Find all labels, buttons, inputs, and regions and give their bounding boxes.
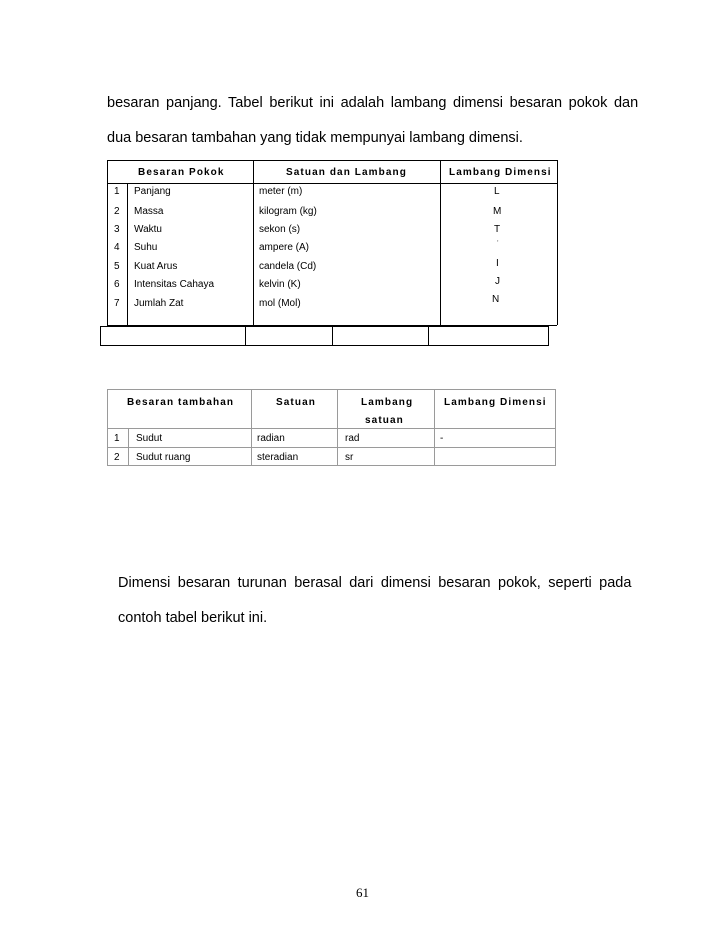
row-dimensi: N [492, 294, 500, 305]
paragraph-2-line-2: contoh tabel berikut ini. [118, 610, 268, 626]
row-dimensi: - [440, 433, 444, 444]
row-number: 2 [114, 452, 120, 463]
table1-header-lambang-dimensi: Lambang Dimensi [449, 167, 552, 178]
row-number: 1 [114, 433, 120, 444]
page-number: 61 [356, 885, 369, 900]
row-dimensi: T [494, 224, 501, 235]
row-number: 2 [114, 206, 120, 217]
row-satuan: meter (m) [259, 186, 303, 197]
row-lambang: rad [345, 433, 360, 444]
paragraph-1-line-1: besaran panjang. Tabel berikut ini adalah lambang dimensi besaran pokok dan [107, 95, 639, 111]
row-number: 3 [114, 224, 120, 235]
row-number: 6 [114, 279, 120, 290]
row-satuan: radian [257, 433, 285, 444]
row-besaran: Panjang [134, 186, 171, 197]
table2-header-lambang-dimensi: Lambang Dimensi [444, 397, 547, 408]
row-satuan: kilogram (kg) [259, 206, 317, 217]
paragraph-1-line-2: dua besaran tambahan yang tidak mempunyai lambang dimensi. [107, 130, 523, 146]
row-number: 1 [114, 186, 120, 197]
paragraph-2-line-1: Dimensi besaran turunan berasal dari dimensi besaran pokok, seperti pada [118, 575, 632, 591]
row-besaran: Sudut [136, 433, 163, 444]
row-dimensi: ' [497, 239, 499, 248]
row-besaran: Intensitas Cahaya [134, 279, 215, 290]
row-satuan: ampere (A) [259, 242, 310, 253]
row-number: 5 [114, 261, 120, 272]
table2-header-lambang: Lambang [361, 397, 414, 408]
row-lambang: sr [345, 452, 354, 463]
row-besaran: Massa [134, 206, 164, 217]
row-dimensi: J [495, 276, 500, 287]
table2-header-besaran-tambahan: Besaran tambahan [127, 397, 235, 408]
table2-header-satuan: Satuan [276, 397, 316, 408]
row-dimensi: M [493, 206, 502, 217]
table1-header-satuan-lambang: Satuan dan Lambang [286, 167, 407, 178]
table2-header-satuan-2: satuan [365, 415, 404, 426]
row-dimensi: L [494, 186, 500, 197]
row-number: 7 [114, 298, 120, 309]
row-besaran: Jumlah Zat [134, 298, 184, 309]
row-besaran: Sudut ruang [136, 452, 191, 463]
table1-header-besaran-pokok: Besaran Pokok [138, 167, 225, 178]
row-satuan: candela (Cd) [259, 261, 317, 272]
row-besaran: Waktu [134, 224, 162, 235]
row-satuan: kelvin (K) [259, 279, 301, 290]
row-satuan: mol (Mol) [259, 298, 301, 309]
row-dimensi: I [496, 258, 499, 269]
row-satuan: sekon (s) [259, 224, 301, 235]
row-number: 4 [114, 242, 120, 253]
row-besaran: Suhu [134, 242, 158, 253]
row-satuan: steradian [257, 452, 299, 463]
row-besaran: Kuat Arus [134, 261, 178, 272]
